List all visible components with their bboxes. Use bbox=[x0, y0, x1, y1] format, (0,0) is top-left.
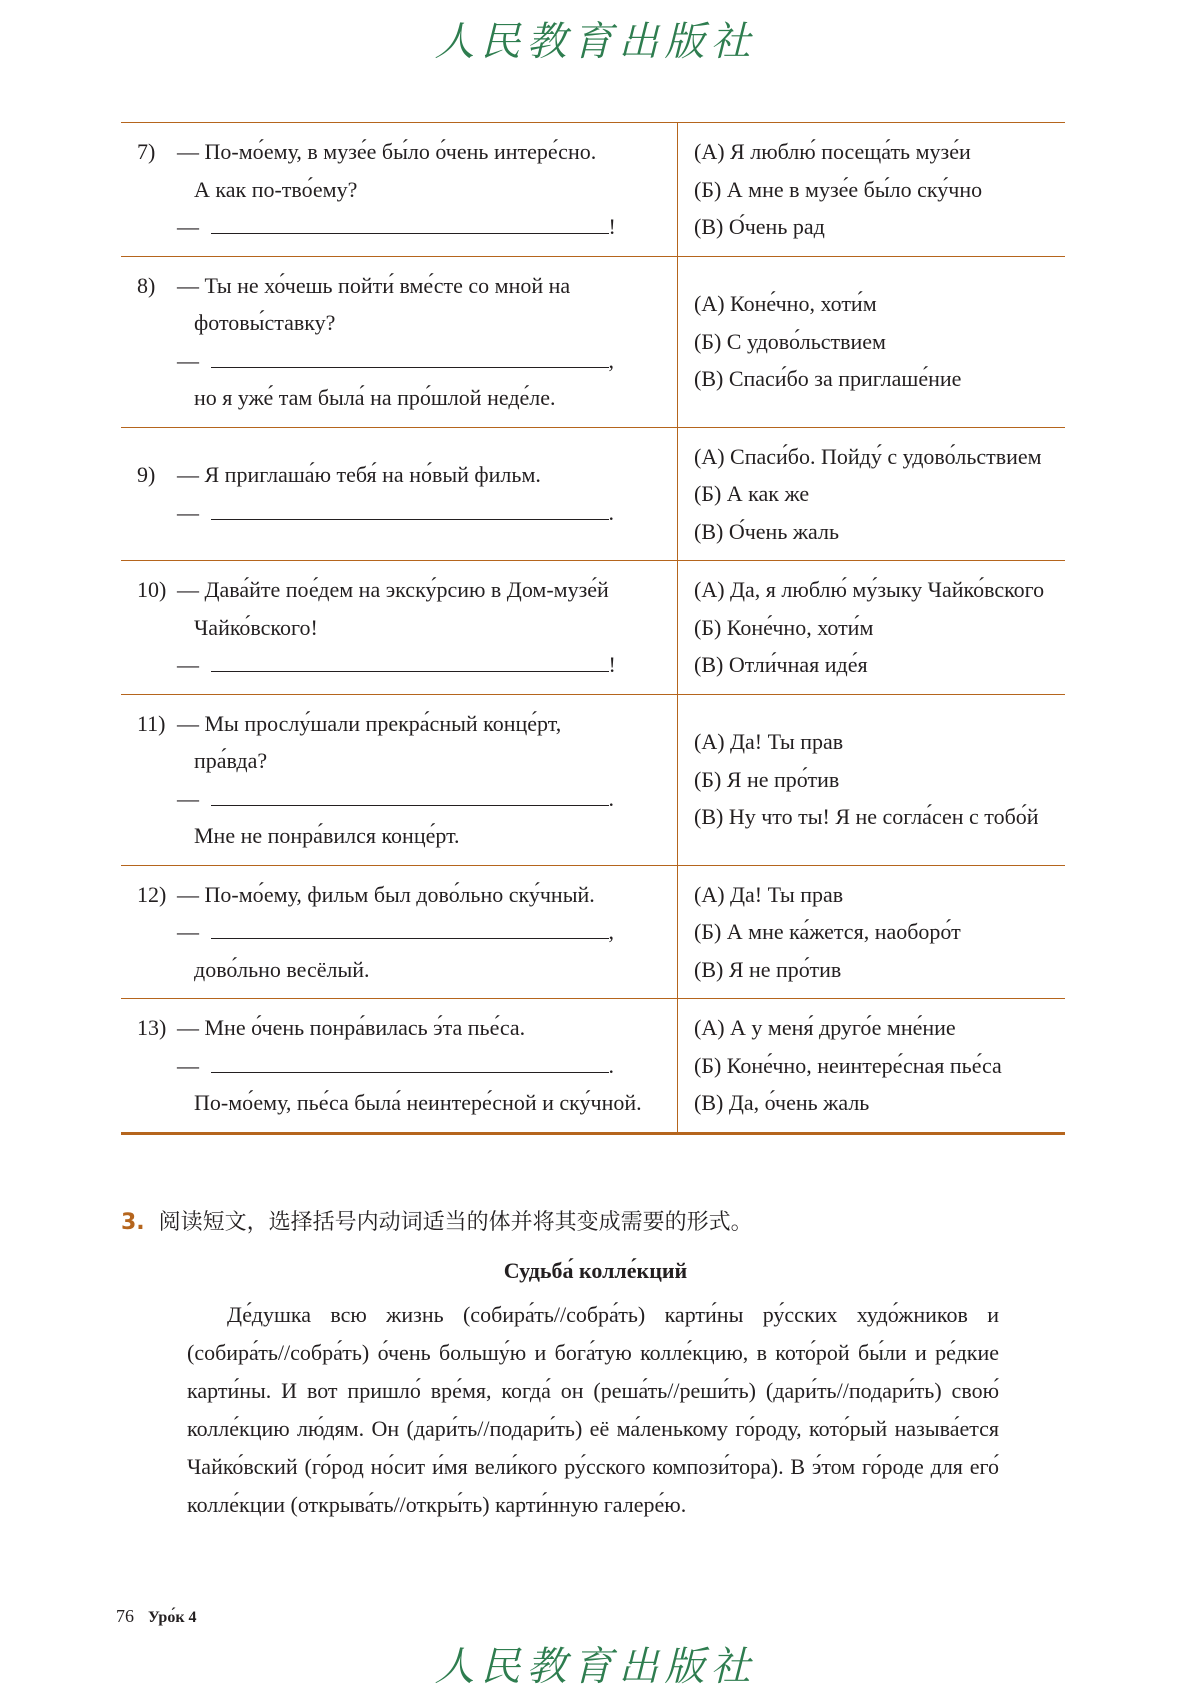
answer-option[interactable]: (А) А у меня́ друго́е мне́ние bbox=[694, 1015, 956, 1040]
answer-option[interactable]: (Б) Коне́чно, хоти́м bbox=[694, 614, 874, 640]
answer-option[interactable]: (А) Коне́чно, хоти́м bbox=[694, 291, 877, 317]
options-cell bbox=[678, 561, 1066, 695]
continuation-line: но я уже́ там была́ на про́шлой неде́ле. bbox=[194, 385, 556, 410]
task-heading bbox=[121, 1205, 753, 1236]
question-line: — Я приглаша́ю тебя́ на но́вый фильм. bbox=[177, 462, 541, 488]
exercise-row bbox=[121, 123, 1065, 257]
item-number: 10) bbox=[137, 577, 167, 602]
answer-option[interactable]: (Б) А как же bbox=[694, 481, 810, 506]
question-cell bbox=[121, 256, 678, 427]
answer-option[interactable]: (А) Да! Ты прав bbox=[694, 881, 844, 907]
blank-punctuation: . bbox=[608, 785, 614, 811]
answer-option[interactable]: (В) О́чень рад bbox=[694, 214, 825, 239]
answer-option[interactable]: (А) Спаси́бо. Пойду́ с удово́льствием bbox=[694, 443, 1042, 469]
answer-blank-line: — . bbox=[137, 1047, 677, 1085]
question-cell bbox=[121, 694, 678, 865]
options-cell bbox=[678, 694, 1066, 865]
item-number: 7) bbox=[137, 139, 156, 164]
exercise-row bbox=[121, 256, 1065, 427]
question-line: — Мы прослу́шали прекра́сный конце́рт, bbox=[177, 710, 562, 736]
options-cell bbox=[678, 999, 1066, 1134]
options-cell bbox=[678, 123, 1066, 257]
task-text: 阅读短文，选择括号内动词适当的体并将其变成需要的形式。 bbox=[158, 1210, 753, 1235]
exercise-row bbox=[121, 427, 1065, 561]
blank-punctuation: , bbox=[608, 347, 614, 373]
answer-blank-line: — , bbox=[137, 913, 677, 951]
continuation-line: дово́льно весёлый. bbox=[194, 956, 370, 982]
question-line: — Ты не хо́чешь пойти́ вме́сте со мной на bbox=[177, 272, 571, 298]
item-number: 8) bbox=[137, 272, 156, 298]
page-footer bbox=[116, 1606, 197, 1627]
lesson-label: Уро́к 4 bbox=[148, 1609, 197, 1626]
answer-option[interactable]: (Б) С удово́льствием bbox=[694, 328, 886, 354]
exercise-row bbox=[121, 999, 1065, 1134]
question-cell bbox=[121, 123, 678, 257]
question-cell bbox=[121, 427, 678, 561]
continuation-line: Мне не понра́вился конце́рт. bbox=[194, 823, 460, 848]
answer-option[interactable]: (Б) Я не про́тив bbox=[694, 766, 840, 792]
item-number: 13) bbox=[137, 1015, 167, 1040]
exercise-row bbox=[121, 561, 1065, 695]
dialogue-table bbox=[121, 122, 1065, 1135]
question-line: пра́вда? bbox=[194, 748, 268, 773]
answer-option[interactable]: (А) Я люблю́ посеща́ть музе́и bbox=[694, 139, 971, 164]
answer-blank[interactable] bbox=[211, 781, 609, 806]
item-number: 12) bbox=[137, 881, 167, 907]
answer-blank-line: — . bbox=[137, 494, 677, 532]
blank-punctuation: , bbox=[608, 919, 614, 944]
question-line: Чайко́вского! bbox=[194, 614, 318, 640]
answer-option[interactable]: (Б) А мне ка́жется, наоборо́т bbox=[694, 919, 961, 944]
answer-option[interactable]: (Б) Коне́чно, неинтере́сная пье́са bbox=[694, 1052, 1002, 1078]
answer-option[interactable]: (В) Да, о́чень жаль bbox=[694, 1090, 870, 1115]
blank-punctuation: ! bbox=[608, 214, 616, 239]
options-cell bbox=[678, 427, 1066, 561]
options-cell bbox=[678, 256, 1066, 427]
publisher-logo-bottom: 人民教育出版社 bbox=[434, 1644, 757, 1684]
question-cell bbox=[121, 561, 678, 695]
answer-option[interactable]: (В) Ну что ты! Я не согла́сен с тобо́й bbox=[694, 804, 1039, 830]
answer-option[interactable]: (А) Да, я люблю́ му́зыку Чайко́вского bbox=[694, 577, 1045, 602]
story-text: Де́душка всю жизнь (собира́ть//собра́ть) карти́ны ру́сских худо́жников и (собира́ть//собра́ть) о́чень большу́ю и бога́тую колле́кцию, в кото́рой бы́ли и ре́дкие карти́ны. И вот пришло́ вре́мя, когда́ он (реша́ть//реши́ть) (дари́ть//подари́ть) свою́ колле́кцию лю́дям. Он (дари́ть//подари́ть) её ма́ленькому го́роду, кото́рый называ́ется Чайко́вский (го́род но́сит и́мя вели́кого ру́сского компози́тора). В э́том го́роде для его́ колле́кции (открыва́ть//откры́ть) карти́нную галере́ю. bbox=[187, 1302, 999, 1517]
blank-punctuation: . bbox=[608, 499, 614, 525]
answer-blank[interactable] bbox=[211, 1048, 609, 1073]
page-number: 76 bbox=[116, 1606, 134, 1626]
item-number: 11) bbox=[137, 710, 166, 736]
answer-option[interactable]: (В) Отли́чная иде́я bbox=[694, 652, 868, 677]
exercise-row bbox=[121, 865, 1065, 999]
story-title: Судьба́ колле́кций bbox=[503, 1258, 688, 1283]
answer-option[interactable]: (В) Спаси́бо за приглаше́ние bbox=[694, 366, 962, 392]
question-line: А как по-тво́ему? bbox=[194, 176, 358, 202]
answer-option[interactable]: (В) Я не про́тив bbox=[694, 956, 842, 982]
answer-blank[interactable] bbox=[211, 647, 609, 672]
options-cell bbox=[678, 865, 1066, 999]
question-cell bbox=[121, 865, 678, 999]
answer-blank-line: — ! bbox=[137, 208, 677, 246]
answer-option[interactable]: (В) О́чень жаль bbox=[694, 518, 840, 544]
answer-option[interactable]: (А) Да! Ты прав bbox=[694, 729, 844, 755]
answer-blank[interactable] bbox=[211, 209, 609, 234]
blank-punctuation: ! bbox=[608, 652, 616, 677]
answer-blank-line: — . bbox=[137, 780, 677, 818]
answer-blank[interactable] bbox=[211, 343, 609, 368]
answer-blank-line: — , bbox=[137, 342, 677, 380]
question-line: — Мне о́чень понра́вилась э́та пье́са. bbox=[177, 1015, 526, 1040]
answer-option[interactable]: (Б) А мне в музе́е бы́ло ску́чно bbox=[694, 176, 983, 202]
question-line: — По-мо́ему, фильм был дово́льно ску́чный. bbox=[177, 881, 595, 907]
answer-blank-line: — ! bbox=[137, 646, 677, 684]
question-line: — По-мо́ему, в музе́е бы́ло о́чень интере́сно. bbox=[177, 139, 597, 164]
question-line: — Дава́йте пое́дем на экску́рсию в Дом-музе́й bbox=[177, 577, 609, 602]
question-line: фотовы́ставку? bbox=[194, 310, 336, 335]
continuation-line: По-мо́ему, пье́са была́ неинтере́сной и ску́чной. bbox=[194, 1090, 642, 1115]
answer-blank[interactable] bbox=[211, 914, 609, 939]
task-number: 3. bbox=[121, 1210, 145, 1235]
answer-blank[interactable] bbox=[211, 495, 609, 520]
publisher-logo: 人民教育出版社 bbox=[434, 19, 757, 65]
exercise-row bbox=[121, 694, 1065, 865]
question-cell bbox=[121, 999, 678, 1134]
blank-punctuation: . bbox=[608, 1052, 614, 1078]
item-number: 9) bbox=[137, 462, 156, 488]
